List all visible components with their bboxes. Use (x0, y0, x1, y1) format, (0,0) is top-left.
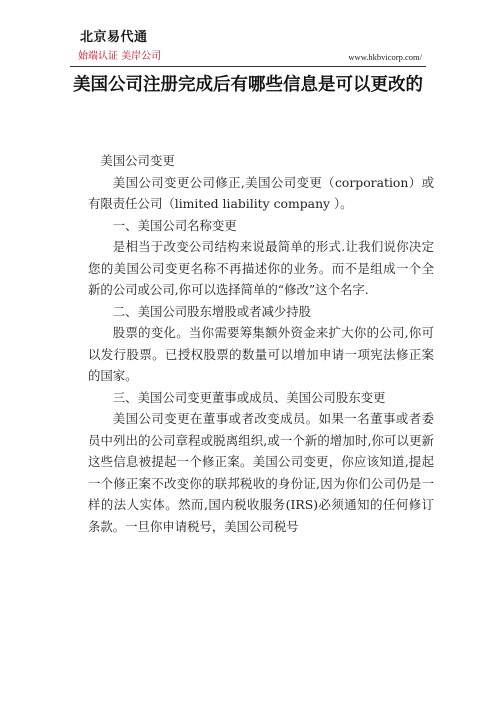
paragraph: 美国公司变更在董事或者改变成员。如果一名董事或者委员中列出的公司章程或脱离组织,或一个新的增加时,你可以更新这些信息被提起一个修正案。美国公司变更，你应该知道,提起一个修正案不改变你的联邦税收的身份证,因为你们公司仍是一样的法人实体。然而,国内税收服务(IRS)必须通知的任何修订条款。一旦你申请税号，美国公司税号 (88, 411, 434, 534)
paragraph: 股票的变化。当你需要筹集额外资金来扩大你的公司,你可以发行股票。已授权股票的数量可以增加申请一项宪法修正案的国家。 (88, 325, 434, 383)
document-title: 美国公司注册完成后有哪些信息是可以更改的 (73, 75, 423, 95)
brand-name: 北京易代通 (80, 30, 148, 45)
section-heading: 三、美国公司变更董事或成员、美国公司股东变更 (112, 389, 386, 405)
section-heading: 一、美国公司名称变更 (112, 217, 237, 233)
paragraph: 是相当于改变公司结构来说最简单的形式.让我们说你决定您的美国公司变更名称不再描述你的业务。而不是组成一个全新的公司或公司,你可以选择简单的“修改”这个名字. (88, 239, 434, 297)
document-body (88, 150, 434, 537)
brand-url[interactable]: www.hkbvicorp.com/ (348, 52, 422, 62)
brand-tagline: 始端认证 美岸公司 (78, 51, 162, 62)
section-heading: 美国公司变更 (100, 153, 175, 168)
section-heading: 二、美国公司股东增股或者减少持股 (112, 303, 312, 319)
header-divider (70, 66, 426, 67)
paragraph: 美国公司变更公司修正,美国公司变更（corporation）或有限责任公司（limited liability company ）。 (88, 174, 434, 211)
